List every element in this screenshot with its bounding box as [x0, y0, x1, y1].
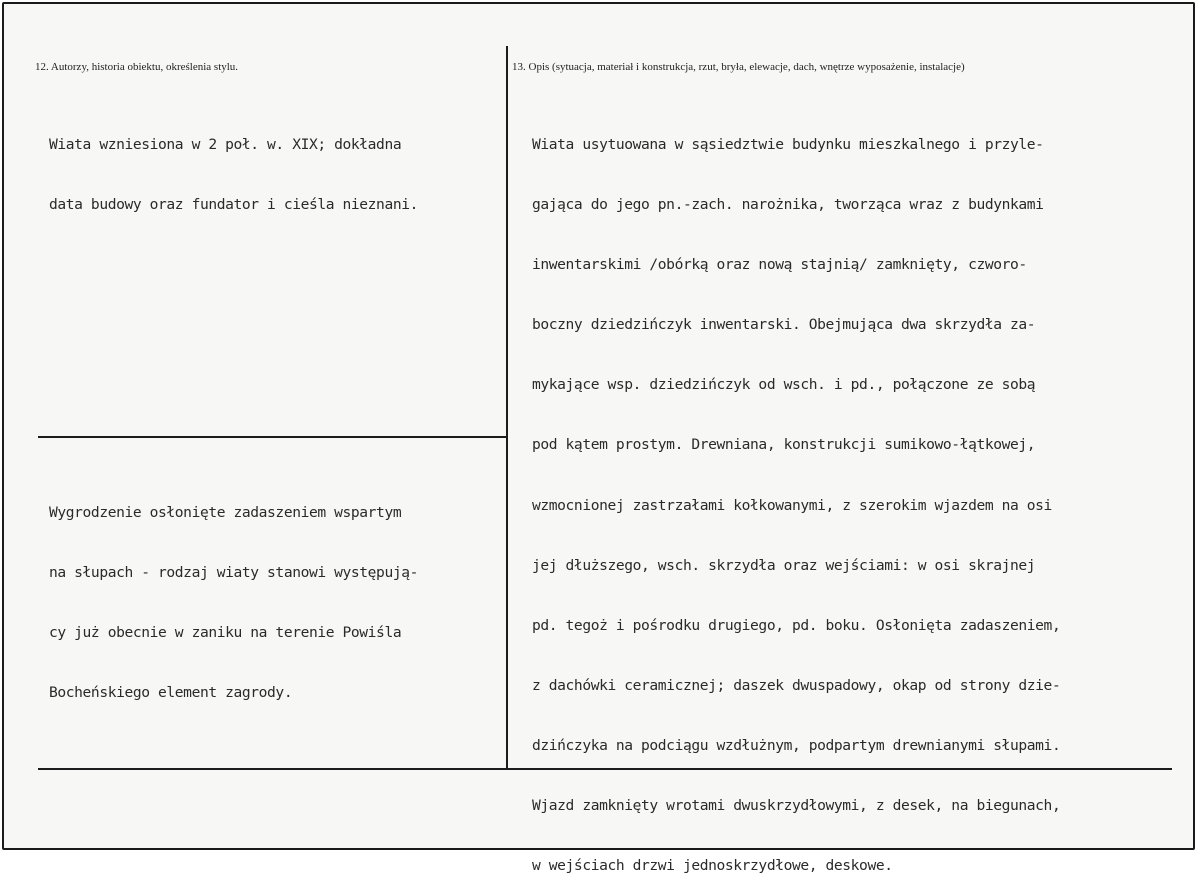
- text-line: Wiata wzniesiona w 2 poł. w. XIX; dokładna: [49, 136, 402, 153]
- text-line: Wiata usytuowana w sąsiedztwie budynku mieszkalnego i przyle-: [532, 136, 1044, 153]
- left-section-divider: [38, 436, 508, 438]
- text-line: na słupach - rodzaj wiaty stanowi występują-: [49, 564, 418, 582]
- text-line: pd. tegoż i pośrodku drugiego, pd. boku. Osłonięta zadaszeniem,: [532, 616, 1061, 634]
- text-line: gająca do jego pn.-zach. narożnika, tworząca wraz z budynkami: [532, 196, 1044, 214]
- text-line: jej dłuższego, wsch. skrzydła oraz wejściami: w osi skrajnej: [532, 556, 1036, 574]
- column-divider: [506, 46, 508, 768]
- section-13-heading: 13. Opis (sytuacja, materiał i konstrukcja, rzut, bryła, elewacje, dach, wnętrze wyposażenie, instalacje): [512, 61, 965, 73]
- text-line: dzińczyka na podciągu wzdłużnym, podpartym drewnianymi słupami.: [532, 736, 1061, 754]
- text-line: z dachówki ceramicznej; daszek dwuspadowy, okap od strony dzie-: [532, 676, 1061, 694]
- text-line: w wejściach drzwi jednoskrzydłowe, deskowe.: [532, 857, 893, 875]
- text-line: Wjazd zamknięty wrotami dwuskrzydłowymi, z desek, na biegunach,: [532, 797, 1061, 815]
- text-line: cy już obecnie w zaniku na terenie Powiśla: [49, 624, 402, 642]
- text-line: Bocheńskiego element zagrody.: [49, 684, 293, 702]
- text-line: mykające wsp. dziedzińczyk od wsch. i pd., połączone ze sobą: [532, 376, 1036, 394]
- text-line: inwentarskimi /obórką oraz nową stajnią/ zamknięty, czworo-: [532, 256, 1027, 274]
- text-line: pod kątem prostym. Drewniana, konstrukcji sumikowo-łątkowej,: [532, 436, 1036, 454]
- text-line: Wygrodzenie osłonięte zadaszeniem wspartym: [49, 504, 402, 521]
- style-notes-text: [49, 466, 418, 723]
- section-12-heading: 12. Autorzy, historia obiektu, określenia stylu.: [35, 61, 239, 73]
- authors-history-text: [49, 98, 418, 235]
- text-line: data budowy oraz fundator i cieśla nieznani.: [49, 196, 418, 214]
- text-line: boczny dziedzińczyk inwentarski. Obejmująca dwa skrzydła za-: [532, 316, 1036, 334]
- text-line: wzmocnionej zastrzałami kołkowanymi, z szerokim wjazdem na osi: [532, 496, 1052, 514]
- description-text: [532, 98, 1060, 896]
